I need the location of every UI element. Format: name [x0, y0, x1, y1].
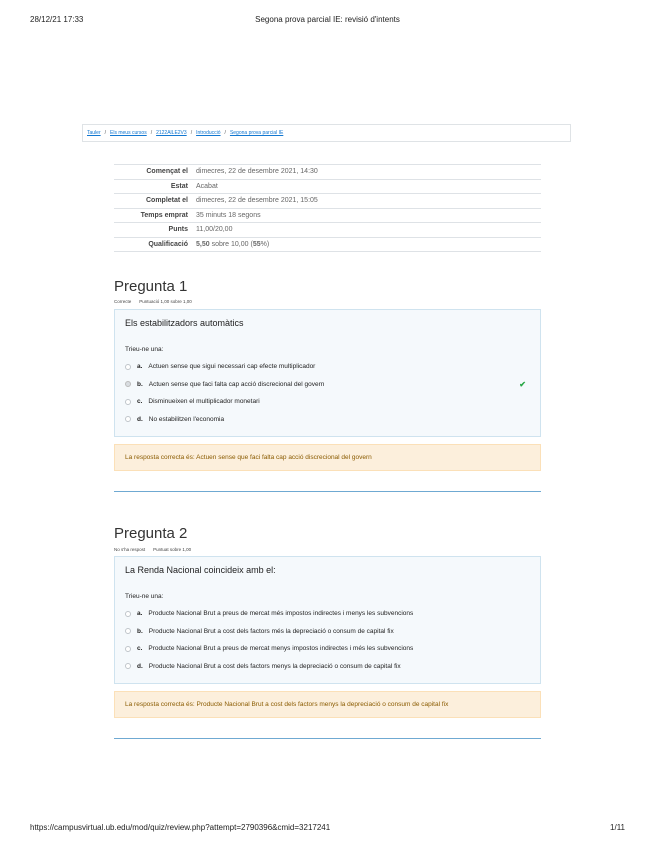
summary-row-grade [114, 237, 541, 252]
breadcrumb [82, 124, 571, 142]
question-2-feedback: La resposta correcta és: Producte Nacional Brut a cost dels factors menys la depreciació o consum de capital fix [114, 691, 541, 718]
answer-prompt: Trieu-ne una: [125, 346, 164, 353]
question-text: La Renda Nacional coincideix amb el: [125, 565, 276, 575]
option-text: Producte Nacional Brut a cost dels factors menys la depreciació o consum de capital fix [148, 662, 401, 670]
answer-option[interactable] [125, 640, 530, 658]
summary-label: Estat [114, 179, 192, 194]
radio-button[interactable] [125, 611, 131, 617]
grade-value: 5,50 [196, 240, 210, 248]
summary-label: Punts [114, 223, 192, 238]
print-title: Segona prova parcial IE: revisió d'intents [255, 15, 400, 24]
summary-value: 11,00/20,00 [192, 223, 541, 238]
option-letter: d. [137, 415, 143, 423]
option-text: Producte Nacional Brut a preus de mercat més impostos indirectes i menys les subvencions [148, 610, 414, 618]
breadcrumb-separator: / [224, 130, 226, 136]
correct-check-icon: ✔ [519, 379, 526, 389]
question-score: Puntuació 1,00 sobre 1,00 [139, 299, 192, 304]
summary-value: Acabat [192, 179, 541, 194]
answer-option[interactable] [125, 376, 530, 394]
radio-button[interactable] [125, 646, 131, 652]
question-divider [114, 738, 541, 739]
option-letter: b. [137, 627, 143, 635]
question-divider [114, 491, 541, 492]
question-1-box [114, 309, 541, 437]
answer-option[interactable] [125, 393, 530, 411]
question-2-meta [114, 547, 191, 552]
option-text: Producte Nacional Brut a preus de mercat menys impostos indirectes i més les subvencions [148, 645, 414, 653]
breadcrumb-section[interactable]: Introducció [196, 130, 221, 136]
question-score: Puntuat sobre 1,00 [153, 547, 192, 552]
question-text: Els estabilitzadors automàtics [125, 318, 244, 328]
grade-out-of: sobre 10,00 ( [209, 240, 253, 248]
breadcrumb-dashboard[interactable]: Tauler [87, 130, 101, 136]
radio-button[interactable] [125, 399, 131, 405]
answer-option[interactable] [125, 623, 530, 641]
breadcrumb-separator: / [104, 130, 107, 136]
breadcrumb-separator: / [150, 130, 153, 136]
question-2-box [114, 556, 541, 684]
summary-value: dimecres, 22 de desembre 2021, 15:05 [192, 194, 541, 209]
option-letter: a. [137, 363, 143, 371]
radio-button[interactable] [125, 364, 131, 370]
question-status: No s'ha respost [114, 547, 146, 552]
option-text: Producte Nacional Brut a cost dels factors més la depreciació o consum de capital fix [148, 627, 394, 635]
radio-button[interactable] [125, 663, 131, 669]
print-date: 28/12/21 17:33 [30, 15, 84, 24]
option-text: Actuen sense que faci falta cap acció discrecional del govern [148, 380, 325, 388]
question-1-feedback: La resposta correcta és: Actuen sense que faci falta cap acció discrecional del govern [114, 444, 541, 471]
radio-button[interactable] [125, 416, 131, 422]
summary-label: Temps emprat [114, 208, 192, 223]
question-status: Correcte [114, 299, 132, 304]
grade-percent-suffix: %) [260, 240, 270, 248]
breadcrumb-my-courses[interactable]: Els meus cursos [110, 130, 147, 136]
breadcrumb-separator: / [190, 130, 193, 136]
option-letter: b. [137, 380, 143, 388]
radio-button[interactable] [125, 628, 131, 634]
grade-percent: 55 [252, 240, 261, 248]
option-text: Disminueixen el multiplicador monetari [148, 398, 260, 406]
radio-button[interactable] [125, 381, 131, 387]
question-1-meta [114, 299, 192, 304]
breadcrumb-course[interactable]: 2122AlLE2V3 [156, 130, 187, 136]
answer-option[interactable] [125, 605, 530, 623]
option-text: No estabilitzen l'economia [148, 415, 225, 423]
summary-row-state [114, 179, 541, 194]
summary-row-completed [114, 194, 541, 209]
breadcrumb-quiz[interactable]: Segona prova parcial IE [229, 130, 284, 136]
option-letter: c. [137, 645, 143, 653]
print-page-number: 1/11 [610, 823, 625, 832]
summary-label: Qualificació [114, 237, 192, 252]
summary-label: Completat el [114, 194, 192, 209]
summary-value [192, 237, 541, 252]
option-letter: d. [137, 662, 143, 670]
summary-label: Començat el [114, 165, 192, 180]
question-2-title: Pregunta 2 [114, 525, 188, 542]
summary-value: 35 minuts 18 segons [192, 208, 541, 223]
summary-row-time [114, 208, 541, 223]
question-1-title: Pregunta 1 [114, 278, 188, 295]
answer-prompt: Trieu-ne una: [125, 593, 164, 600]
option-letter: a. [137, 610, 143, 618]
summary-row-marks [114, 223, 541, 238]
answer-option[interactable] [125, 411, 530, 429]
answer-option[interactable] [125, 658, 530, 676]
attempt-summary-table [114, 164, 541, 252]
summary-row-started [114, 165, 541, 180]
print-url: https://campusvirtual.ub.edu/mod/quiz/review.php?attempt=2790396&cmid=3217241 [30, 823, 331, 832]
summary-value: dimecres, 22 de desembre 2021, 14:30 [192, 165, 541, 180]
answer-option[interactable] [125, 358, 530, 376]
option-text: Actuen sense que sigui necessari cap efecte multiplicador [148, 363, 316, 371]
option-letter: c. [137, 398, 143, 406]
